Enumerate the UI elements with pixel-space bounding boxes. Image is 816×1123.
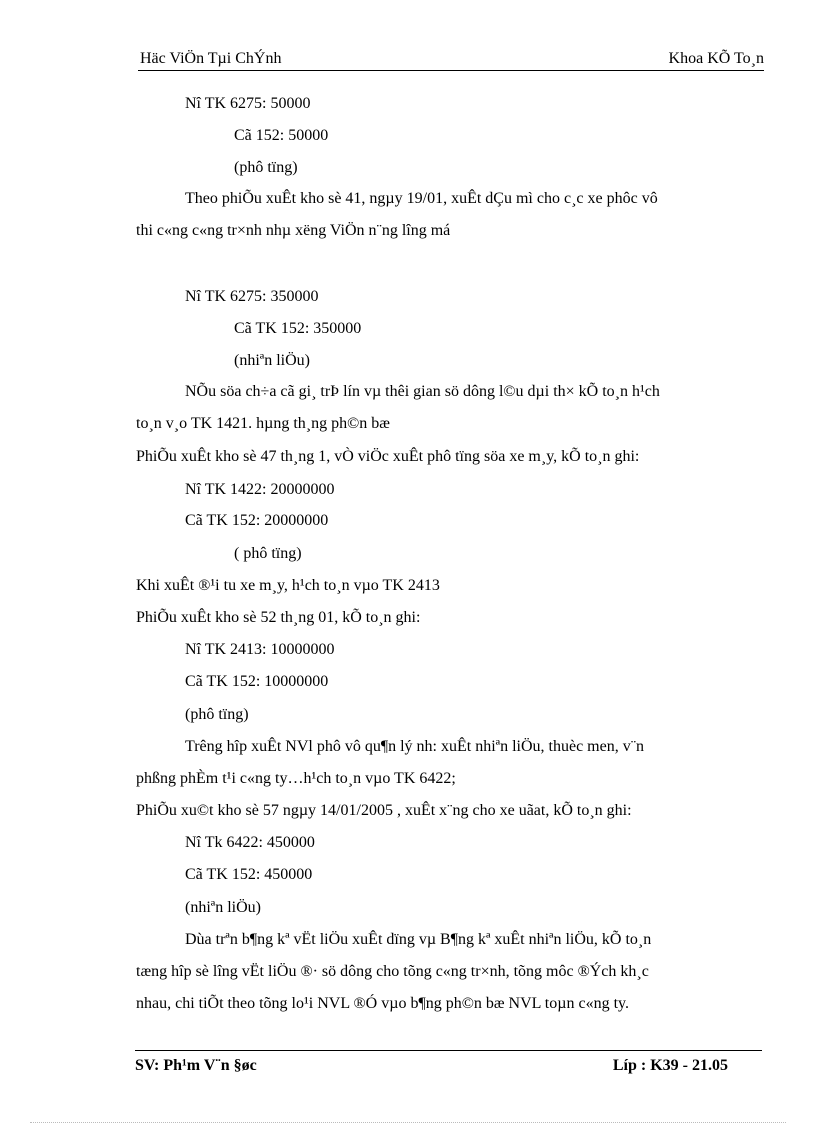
footer-class: Líp : K39 - 21.05 xyxy=(612,1057,728,1074)
header-department: Khoa KÕ To¸n xyxy=(668,50,764,67)
paragraph-line: Dùa trªn b¶ng kª vËt liÖu xuÊt dïng vµ B¶ng kª xuÊt nhiªn liÖu, kÕ to¸n xyxy=(185,931,652,948)
entry-debit: Nî TK 6275: 350000 xyxy=(185,288,319,305)
entry-note: (nhiªn liÖu) xyxy=(185,899,261,916)
entry-credit: Cã TK 152: 450000 xyxy=(185,866,313,883)
paragraph-line: Trêng hîp xuÊt NVl phô vô qu¶n lý nh: xuÊt nhiªn liÖu, thuèc men, v¨n xyxy=(185,738,645,755)
paragraph-line: phßng phÈm t¹i c«ng ty…h¹ch to¸n vµo TK 6422; xyxy=(136,770,456,787)
entry-credit: Cã 152: 50000 xyxy=(234,127,329,144)
entry-debit: Nî TK 2413: 10000000 xyxy=(185,641,335,658)
paragraph-line: tæng hîp sè lîng vËt liÖu ®· sö dông cho tõng c«ng tr×nh, tõng môc ®Ých kh¸c xyxy=(136,963,649,980)
paragraph-line: Khi xuÊt ®¹i tu xe m¸y, h¹ch to¸n vµo TK 2413 xyxy=(136,577,440,594)
entry-credit: Cã TK 152: 10000000 xyxy=(185,673,329,690)
footer-student: SV: Ph¹m V¨n §øc xyxy=(135,1057,257,1074)
entry-note: (phô tïng) xyxy=(234,159,298,176)
paragraph-line: Theo phiÕu xuÊt kho sè 41, ngµy 19/01, xuÊt dÇu mì cho c¸c xe phôc vô xyxy=(185,190,658,207)
entry-credit: Cã TK 152: 350000 xyxy=(234,320,362,337)
paragraph-line: thi c«ng c«ng tr×nh nhµ xëng ViÖn n¨ng lîng má xyxy=(136,222,451,239)
page-header xyxy=(138,48,764,71)
entry-debit: Nî Tk 6422: 450000 xyxy=(185,834,315,851)
header-institution: Häc ViÖn Tµi ChÝnh xyxy=(140,50,282,67)
paragraph-line: nhau, chi tiÕt theo tõng lo¹i NVL ®Ó vµo b¶ng ph©n bæ NVL toµn c«ng ty. xyxy=(136,995,629,1012)
paragraph-line: PhiÕu xuÊt kho sè 47 th¸ng 1, vÒ viÖc xuÊt phô tïng söa xe m¸y, kÕ to¸n ghi: xyxy=(136,448,640,465)
paragraph-line: NÕu söa ch÷a cã gi¸ trÞ lín vµ thêi gian sö dông l©u dµi th× kÕ to¸n h¹ch xyxy=(185,383,660,400)
entry-debit: Nî TK 6275: 50000 xyxy=(185,95,311,112)
entry-note: ( phô tïng) xyxy=(234,545,302,562)
entry-note: (nhiªn liÖu) xyxy=(234,352,310,369)
paragraph-line: PhiÕu xu©t kho sè 57 ngµy 14/01/2005 , xuÊt x¨ng cho xe uãat, kÕ to¸n ghi: xyxy=(136,802,632,819)
paragraph-line: PhiÕu xuÊt kho sè 52 th¸ng 01, kÕ to¸n ghi: xyxy=(136,609,421,626)
entry-note: (phô tïng) xyxy=(185,706,249,723)
page-footer xyxy=(135,1050,762,1079)
entry-credit: Cã TK 152: 20000000 xyxy=(185,512,329,529)
paragraph-line: to¸n v¸o TK 1421. hµng th¸ng ph©n bæ xyxy=(136,415,390,432)
entry-debit: Nî TK 1422: 20000000 xyxy=(185,481,335,498)
